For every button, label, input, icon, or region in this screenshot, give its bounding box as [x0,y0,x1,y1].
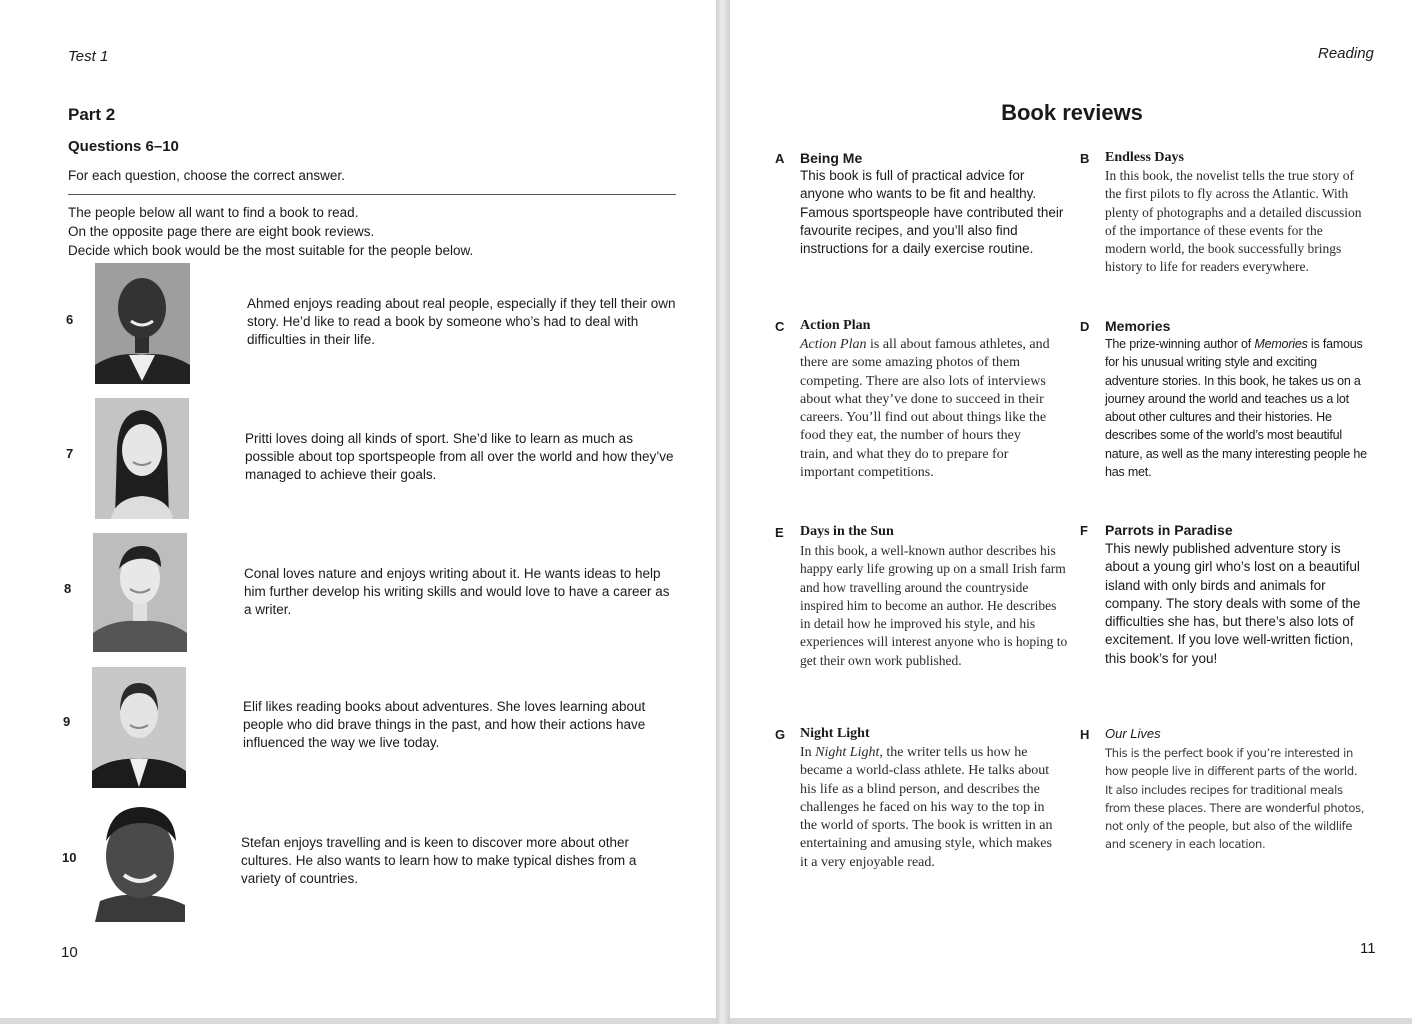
review-title-d: Memories [1105,318,1171,334]
photo-stefan [90,801,185,922]
review-letter-g: G [775,727,786,742]
review-c-body: is all about famous athletes, and there are some amazing photos of them competing. There are also lots of interviews about what they’ve done to succeed in their careers. You’ll find out about things like the food they eat, the number of hours they train, and what they do to prepare for important competitions. [800,337,1050,481]
review-c-inline-title: Action Plan [800,337,867,352]
review-text-h: This is the perfect book if you’re interested in how people live in different parts of the world. It also includes recipes for traditional meals from these places. There are wonderful photos, not only of the people, but also of the wildlife and scenery in each location. [1105,746,1365,852]
review-g-inline-title: Night Light [815,745,880,760]
review-d-inline-title: Memories [1254,337,1308,351]
review-title-f: Parrots in Paradise [1105,522,1233,538]
review-text-g [800,744,1056,872]
page-number: 11 [1360,940,1376,957]
review-letter-d: D [1080,319,1090,334]
page-header: Test 1 [68,48,109,65]
review-letter-b: B [1080,151,1090,166]
photo-pritti [95,398,189,519]
right-page [730,0,1412,1018]
question-number-6: 6 [66,312,74,327]
review-title-a: Being Me [800,150,863,166]
divider [68,194,676,195]
instruction: For each question, choose the correct answer. [68,168,345,183]
question-number-7: 7 [66,446,74,461]
review-g-body: , the writer tells us how he became a world-class athlete. He talks about his life as a blind person, and describes the challenges he faced on his way to the top in the world of sports. The book is written in an entertaining and amusing style, which makes it a very enjoyable read. [800,745,1053,870]
part-heading: Part 2 [68,105,116,124]
review-title-c: Action Plan [800,318,871,333]
review-text-f: This newly published adventure story is about a young girl who’s lost on a beautiful island with only birds and animals for company. The story deals with some of the difficulties she has, but there’s also lots of excitement. If you love well-written fiction, this book’s for you! [1105,541,1361,666]
review-title-e: Days in the Sun [800,524,894,539]
review-d-body: is famous for his unusual writing style and exciting adventure stories. In this book, he takes us on a journey around the world and teaches us a lot about other cultures and their histories. He describes some of the world’s most beautiful nature, as well as the many interesting people he has met. [1105,337,1367,480]
intro-line-1: The people below all want to find a book to read. [68,205,359,220]
questions-heading: Questions 6–10 [68,138,179,155]
review-title-h: Our Lives [1105,726,1161,741]
person-8-text: Conal loves nature and enjoys writing about it. He wants ideas to help him further develop his writing skills and would love to have a career as a writer. [244,566,670,617]
review-text-b: In this book, the novelist tells the true story of the first pilots to fly across the Atlantic. With plenty of photographs and a detailed discussion of the importance of these events for the modern world, the book successfully brings history to life for readers everywhere. [1105,168,1362,275]
intro-line-2: On the opposite page there are eight book reviews. [68,224,375,239]
review-g-before: In [800,745,816,760]
review-letter-f: F [1080,523,1088,538]
question-number-9: 9 [63,714,71,729]
photo-conal [93,533,187,652]
review-letter-c: C [775,319,785,334]
question-number-10: 10 [62,850,77,865]
photo-elif [92,667,186,788]
person-6-text: Ahmed enjoys reading about real people, especially if they tell their own story. He’d like to read a book by someone who’s had to deal with difficulties in their life. [247,296,676,347]
page-number: 10 [61,944,78,961]
review-title-b: Endless Days [1105,150,1184,165]
review-title-g: Night Light [800,726,870,741]
review-d-before: The prize-winning author of [1105,337,1255,351]
question-number-8: 8 [64,581,72,596]
review-letter-e: E [775,525,784,540]
person-10-text: Stefan enjoys travelling and is keen to discover more about other cultures. He also wants to learn how to make typical dishes from a variety of countries. [241,835,637,886]
page-header: Reading [1318,45,1374,62]
review-letter-a: A [775,151,785,166]
review-text-e: In this book, a well-known author describes his happy early life growing up on a small Irish farm and how travelling around the countryside inspired him to become an author. He describes in detail how he improved his style, and his experiences will interest anyone who is hoping to get their own work published. [800,543,1068,668]
book-gutter [716,0,730,1024]
person-7-text: Pritti loves doing all kinds of sport. She’d like to learn as much as possible about top sportspeople from all over the world and how they’ve managed to achieve their goals. [245,431,674,482]
photo-ahmed [95,263,190,384]
intro-line-3: Decide which book would be the most suitable for the people below. [68,243,474,258]
person-9-text: Elif likes reading books about adventures. She loves learning about people who did brave things in the past, and how their actions have influenced the way we live today. [243,699,646,750]
review-text-a: This book is full of practical advice for anyone who wants to be fit and healthy. Famous sportspeople have contributed their favourite recipes, and you’ll also find instructions for a daily exercise routine. [800,168,1064,257]
page-title: Book reviews [1001,100,1143,125]
review-letter-h: H [1080,727,1090,742]
review-text-c [800,336,1052,482]
review-text-d [1105,335,1367,481]
